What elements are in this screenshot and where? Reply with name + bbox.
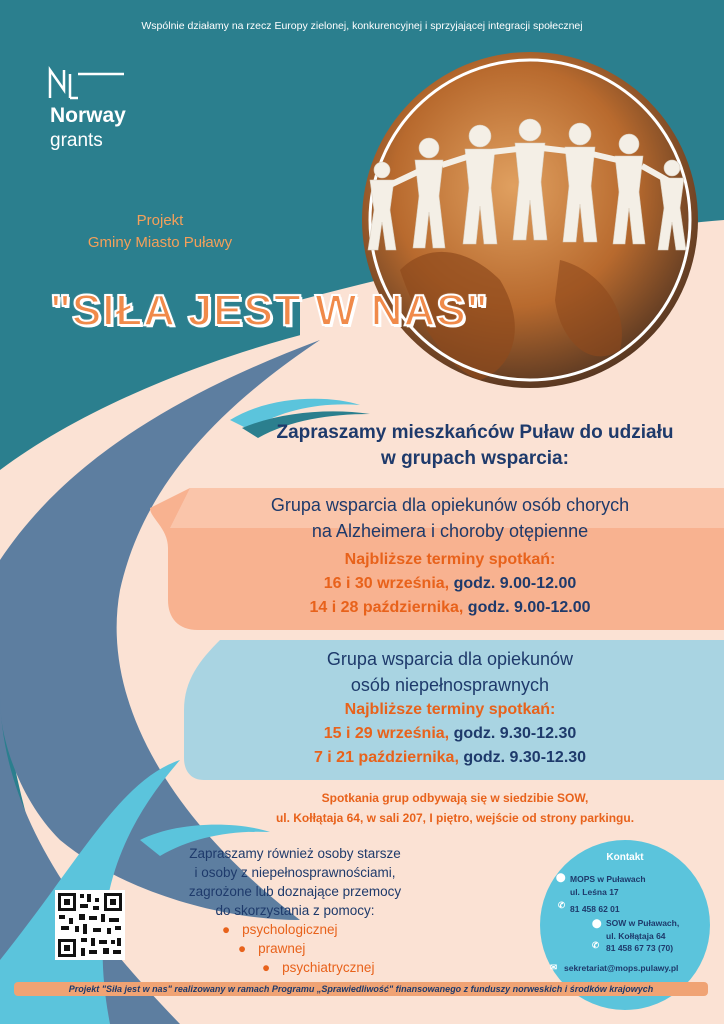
qr-code-icon[interactable] [55,890,125,960]
help-item-1: ● psychologicznej [222,922,338,937]
also-line1: Zapraszamy również osoby starsze [189,846,401,861]
logo-grants: grants [50,130,103,151]
norway-grants-logo-icon [48,66,128,102]
contact-title: Kontakt [606,852,644,863]
email-icon: ✉ [550,962,558,972]
project-label [40,210,280,254]
group1-time1: godz. 9.00-12.00 [453,575,577,592]
help-item-2-label: prawnej [258,941,306,956]
group1-box [190,492,710,620]
group1-date2: 14 i 28 października, [309,599,464,616]
invite-line1: Zapraszamy mieszkańców Puław do udziału [276,422,674,443]
also-invite [160,844,430,920]
mops-name: MOPS w Puławach [570,874,646,884]
group1-time2: godz. 9.00-12.00 [467,599,591,616]
logo-norway: Norway [50,104,126,127]
location-line2: ul. Kołłątaja 64, w sali 207, I piętro, wejście od strony parkingu. [275,811,635,825]
location-pin-icon: ⬤ [556,872,566,882]
group2-box [190,646,710,770]
group2-date2: 7 i 21 października, [313,749,459,766]
group2-subtitle: Najbliższe terminy spotkań: [344,701,556,718]
group2-line1 [190,722,710,746]
sow-street: ul. Kołłątaja 64 [606,931,666,941]
group1-subtitle: Najbliższe terminy spotkań: [344,551,556,568]
group2-title2: osób niepełnosprawnych [350,675,550,695]
group1-line2 [190,596,710,620]
help-item-3: ● psychiatrycznej [262,960,375,975]
project-title: "SIŁA JEST W NAS" [50,286,489,335]
group1-date1: 16 i 30 września, [323,575,450,592]
location-line1: Spotkania grup odbywają się w siedzibie SOW, [321,791,589,805]
tagline: Wspólnie działamy na rzecz Europy zielonej, konkurencyjnej i sprzyjającej integracji społecznej [141,20,583,32]
help-item-2: ● prawnej [238,941,306,956]
project-line2: Gminy Miasto Puławy [87,234,233,251]
globe-image [330,40,710,400]
also-line4: do skorzystania z pomocy: [215,903,375,918]
group2-title1: Grupa wsparcia dla opiekunów [326,649,574,669]
location-info [220,788,690,828]
group2-date1: 15 i 29 września, [323,725,450,742]
group2-time2: godz. 9.30-12.30 [463,749,587,766]
phone-icon: ✆ [558,900,566,910]
group1-title2: na Alzheimera i choroby otępienne [311,521,589,541]
mops-street: ul. Leśna 17 [570,887,619,897]
location-pin-icon-2: ⬤ [592,918,602,928]
also-line3: zagrożone lub doznające przemocy [188,884,402,899]
mops-phone[interactable]: 81 458 62 01 [570,904,620,914]
phone-icon-2: ✆ [592,940,600,950]
group1-title1: Grupa wsparcia dla opiekunów osób chorych [270,495,630,515]
project-line1: Projekt [136,212,184,229]
group2-line2 [190,746,710,770]
group2-time1: godz. 9.30-12.30 [453,725,577,742]
footer-note: Projekt "Siła jest w nas" realizowany w ramach Programu „Sprawiedliwość" finansowanego z funduszy norweskich i środków krajowych [14,982,708,996]
group1-line1 [190,572,710,596]
sow-phone[interactable]: 81 458 67 73 (70) [606,943,674,953]
contact-email[interactable]: sekretariat@mops.pulawy.pl [564,963,679,973]
also-line2: i osoby z niepełnosprawnościami, [194,865,396,880]
help-item-3-label: psychiatrycznej [282,960,375,975]
help-item-1-label: psychologicznej [242,922,338,937]
invite-heading [255,420,695,472]
invite-line2: w grupach wsparcia: [381,448,569,469]
sow-name: SOW w Puławach, [606,918,680,928]
